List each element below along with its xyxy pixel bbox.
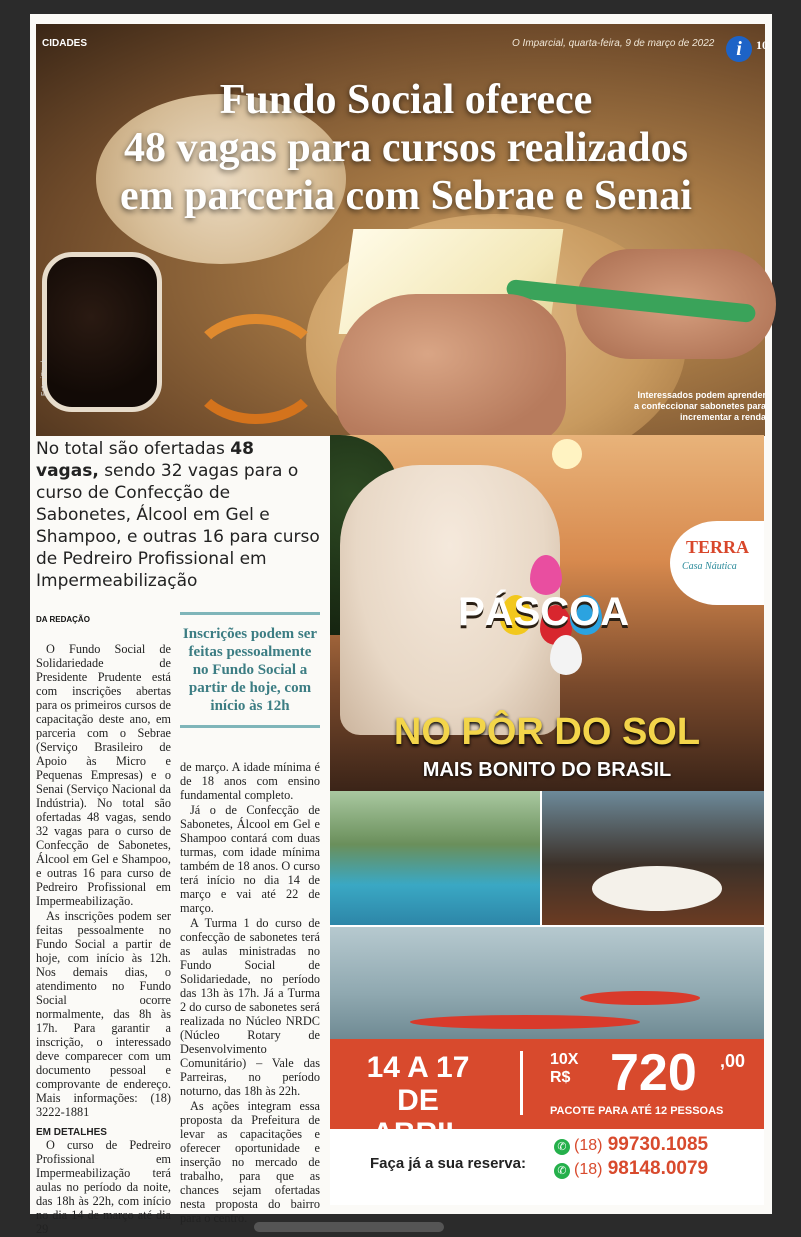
byline: DA REDAÇÃO [36, 615, 90, 624]
package-info: PACOTE PARA ATÉ 12 PESSOAS [550, 1105, 724, 1117]
headline-line: 48 vagas para cursos realizados [124, 125, 688, 171]
article-paragraph: As inscrições podem ser feitas pessoalmente no Fundo Social a partir de hoje, com início às 12h. Nos demais dias, o atendimento no Fundo Social ocorre normalmente, das 8h às 17h. Para garantir a inscrição, o interessado deve comparecer com um documento pessoal e comprovante de endereço. Mais informações: (18) 3222-1881 [36, 909, 171, 1119]
easter-advertisement [330, 435, 764, 1205]
article-paragraph: As ações integram essa proposta da Prefeitura de levar as capacitações e oferecer oportunidade e inserção no mercado de trabalho, para que as chances sejam ofertadas nesta proposta do bairro para o centro. [180, 1099, 320, 1225]
kayak [410, 1015, 640, 1029]
sun [552, 439, 582, 469]
kayak [580, 991, 700, 1005]
price-prefix [550, 1051, 578, 1087]
ad-subheadline: MAIS BONITO DO BRASIL [422, 759, 672, 781]
newspaper-page [30, 14, 772, 1236]
headline [46, 76, 766, 220]
caption-line: incrementar a renda [679, 412, 766, 422]
hero-photo [36, 24, 768, 436]
dateline: O Imparcial, quarta-feira, 9 de março de 2022 [512, 38, 715, 49]
price: 720 [610, 1044, 697, 1102]
article-column-2 [180, 760, 320, 1226]
ad-headline: NO PÔR DO SOL [393, 711, 701, 753]
article-column-1 [36, 642, 171, 1237]
pull-quote: Inscrições podem ser feitas pessoalmente no Fundo Social a partir de hoje, com início às 12h [180, 612, 320, 728]
headline-line: em parceria com Sebrae e Senai [120, 173, 692, 219]
lead-text: No total são ofertadas [36, 439, 225, 459]
brand-subtitle: Casa Náutica [682, 561, 737, 572]
dates-line: DE ABRIL [372, 1084, 464, 1150]
lead-highlight: 48 vagas, [36, 439, 254, 481]
price-cents: ,00 [720, 1051, 746, 1071]
ad-title: PÁSCOA [458, 590, 630, 634]
scrollbar[interactable] [254, 1222, 444, 1232]
phone-number[interactable] [574, 1158, 708, 1180]
lead-text: sendo 32 vagas para o curso de Confecção de Sabonetes, Álcool em Gel e Shampoo, e outras 16 para curso de Pedreiro Profissional em Impermeabilização [36, 461, 320, 591]
kayak-photo [330, 927, 764, 1039]
installments: 10X [550, 1051, 579, 1068]
coffee-beans-bowl [42, 252, 162, 412]
lead-paragraph [36, 438, 321, 592]
article-paragraph: O Fundo Social de Solidariedade de Presidente Prudente está com inscrições abertas para os primeiros cursos de capacitação deste ano, em parceria com o Sebrae (Serviço Brasileiro de Apoio às Micro e Pequenas Empresas) e o Senai (Serviço Nacional da Indústria). No total são ofertadas 48 vagas, sendo 32 vagas para o curso de Confecção de Sabonetes, Álcool em Gel e Shampoo, e outras 16 para curso de Pedreiro Profissional em Impermeabilização. [36, 642, 171, 908]
whatsapp-icon: ✆ [554, 1163, 570, 1179]
phone-digits: 99730.1085 [607, 1134, 709, 1155]
phone-digits: 98148.0079 [607, 1158, 709, 1179]
whatsapp-icon: ✆ [554, 1139, 570, 1155]
phone-number[interactable] [574, 1134, 708, 1156]
event-dates [348, 1051, 488, 1150]
article-paragraph: O curso de Pedreiro Profissional em Impermeabilização terá aulas no período da noite, das 18h às 22h, com início no dia 14 de março até dia 29 [36, 1138, 171, 1236]
orange-peel [186, 314, 326, 424]
hand [336, 294, 566, 444]
subhead: EM DETALHES [36, 1127, 107, 1138]
pool-photo [330, 791, 540, 925]
currency: R$ [550, 1069, 571, 1086]
section-label: CIDADES [42, 38, 88, 49]
article-paragraph: A Turma 1 do curso de confecção de sabonetes terá as aulas ministradas no Fundo Social de Solidariedade, no período das 13h às 17h. Já a Turma 2 do curso de sabonetes será realizada no Núcleo NRDC (Núcleo Rotary de Desenvolvimento Comunitário) – Vale das Parreiras, no período noturno, das 18h às 22h. [180, 916, 320, 1098]
article-paragraph: de março. A idade mínima é de 18 anos com ensino fundamental completo. [180, 760, 320, 802]
caption-line: a confeccionar sabonetes para [633, 401, 766, 411]
hot-tub-photo [542, 791, 764, 925]
hot-tub [592, 866, 722, 911]
caption-line: Interessados podem aprender [637, 390, 766, 400]
article-paragraph: Já o de Confecção de Sabonetes, Álcool em Gel e Shampoo contará com duas turmas, com idade mínima também de 18 anos. O curso terá início no dia 14 de março e vai até 22 de março. [180, 803, 321, 915]
newspaper-logo-icon: i [726, 36, 752, 62]
brand-name: TERRA [686, 537, 750, 557]
dates-line: 14 A 17 [366, 1051, 470, 1084]
page-number: 10 [756, 38, 768, 52]
phone-area-code: (18) [574, 1137, 603, 1154]
phone-area-code: (18) [574, 1161, 603, 1178]
divider [520, 1051, 523, 1115]
headline-line: Fundo Social oferece [219, 77, 593, 123]
photo-credit: Foto: iStock [41, 359, 48, 396]
photo-caption [606, 390, 766, 423]
reserve-label: Faça já a sua reserva: [370, 1155, 526, 1172]
